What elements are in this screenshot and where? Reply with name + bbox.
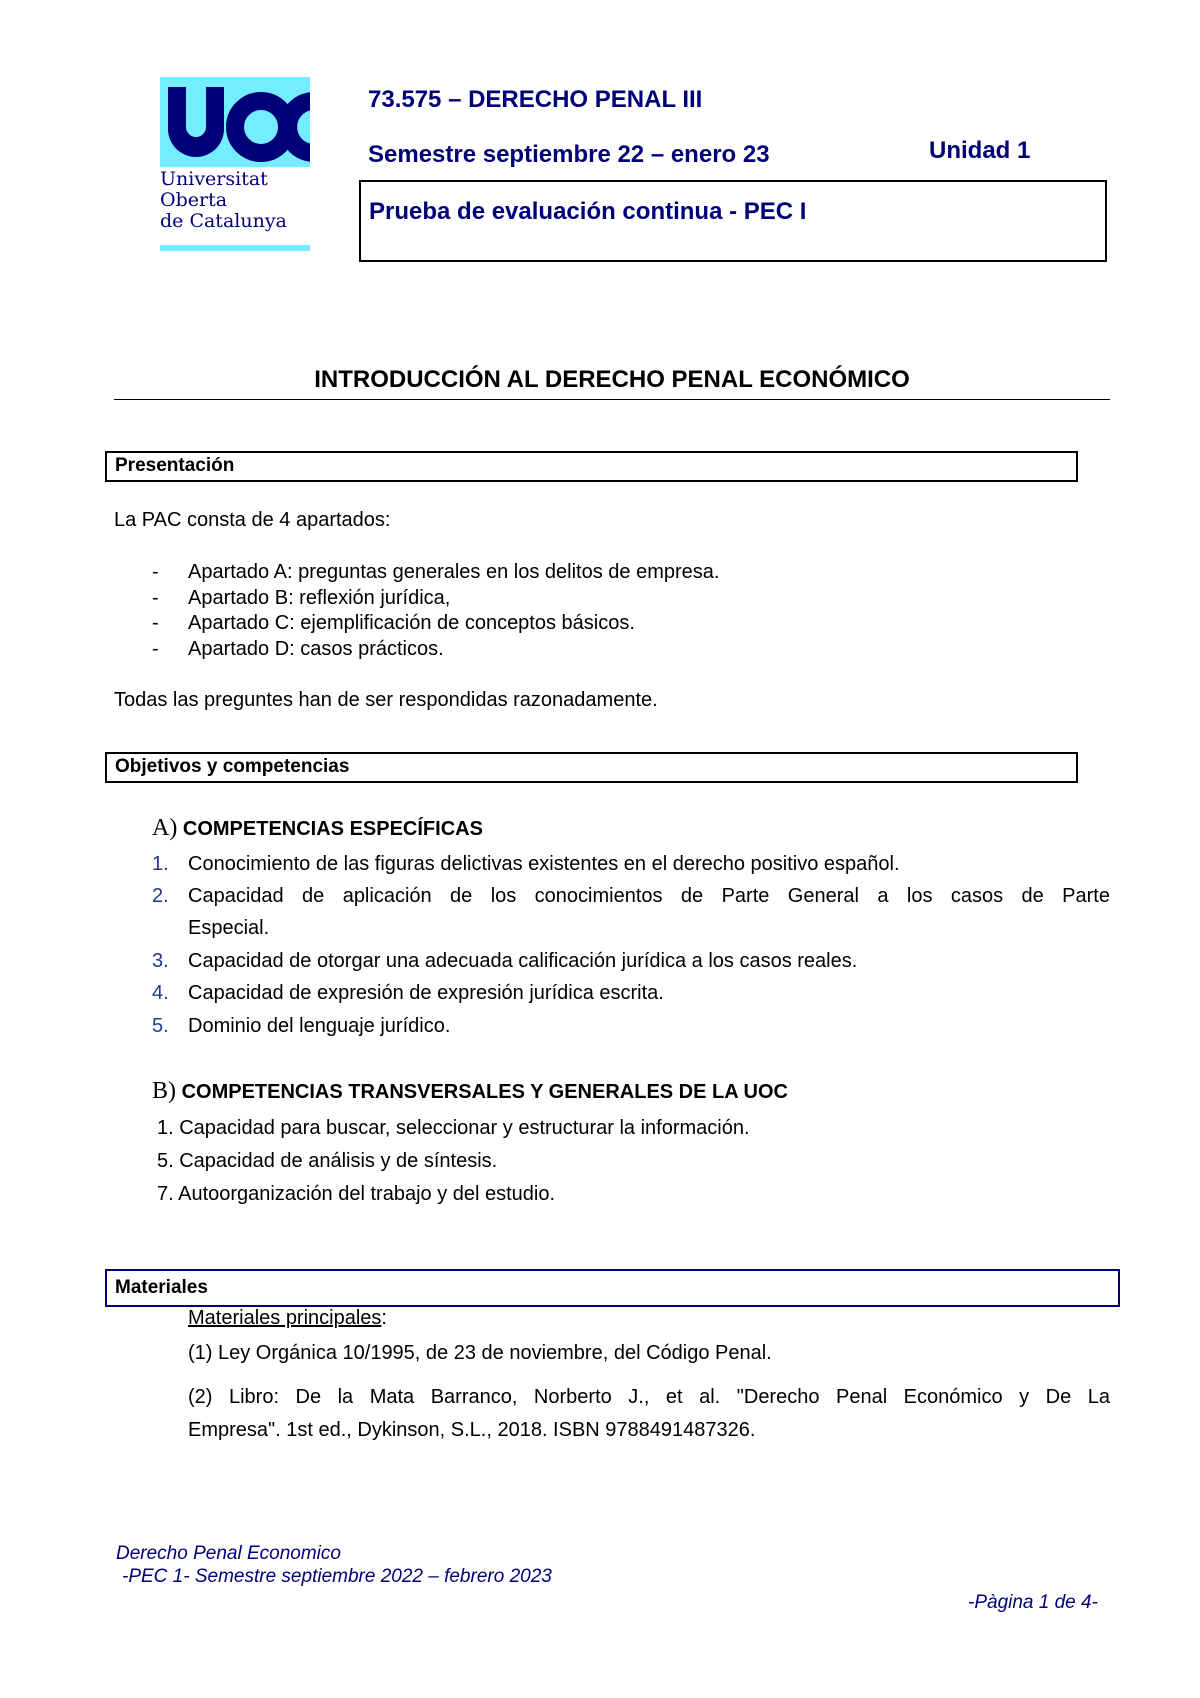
competency-item: Capacidad de otorgar una adecuada calificación jurídica a los casos reales.	[188, 950, 858, 972]
uoc-logo	[160, 77, 310, 252]
list-item: Apartado B: reflexión jurídica,	[188, 587, 451, 609]
footer-pec-semester: -PEC 1- Semestre septiembre 2022 – febrero 2023	[122, 1566, 552, 1587]
item-number: 5.	[152, 1015, 169, 1037]
competency-item: Capacidad de aplicación de los conocimientos de Parte General a los casos de Parte	[188, 885, 1110, 907]
competency-item: Capacidad de expresión de expresión jurídica escrita.	[188, 982, 664, 1004]
subhead-title: COMPETENCIAS ESPECÍFICAS	[182, 818, 483, 840]
material-item-2-continuation: Empresa". 1st ed., Dykinson, S.L., 2018. ISBN 9788491487326.	[188, 1419, 756, 1441]
list-item: Apartado D: casos prácticos.	[188, 638, 444, 660]
logo-underline-bar	[160, 245, 310, 251]
logo-line-3: de Catalunya	[160, 210, 287, 232]
competencias-especificas-heading	[152, 815, 483, 842]
logo-line-2: Oberta	[160, 189, 228, 211]
main-title: INTRODUCCIÓN AL DERECHO PENAL ECONÓMICO	[314, 366, 910, 393]
subhead-title: COMPETENCIAS TRANSVERSALES Y GENERALES DE LA UOC	[181, 1081, 788, 1103]
logo-wordmark-graphic	[160, 77, 310, 167]
competency-item-continuation: Especial.	[188, 917, 270, 939]
list-bullet: -	[152, 612, 159, 634]
footer-course-name: Derecho Penal Economico	[116, 1543, 341, 1564]
logo-institution-name	[160, 169, 287, 232]
logo-line-1: Universitat	[160, 168, 268, 190]
semester-label: Semestre septiembre 22 – enero 23	[368, 141, 770, 168]
list-bullet: -	[152, 587, 159, 609]
logo-color-block	[160, 77, 310, 167]
presentacion-closing: Todas las preguntes han de ser respondidas razonadamente.	[114, 689, 658, 711]
material-item-2: (2) Libro: De la Mata Barranco, Norberto J., et al. "Derecho Penal Económico y De La	[188, 1386, 1110, 1408]
competency-item: Dominio del lenguaje jurídico.	[188, 1015, 451, 1037]
pec-title-box	[359, 180, 1107, 262]
item-number: 1.	[152, 853, 169, 875]
subhead-letter: B)	[152, 1078, 176, 1104]
section-heading-presentacion: Presentación	[105, 451, 1078, 482]
pec-title: Prueba de evaluación continua - PEC I	[369, 198, 807, 225]
competency-item: Conocimiento de las figuras delictivas existentes en el derecho positivo español.	[188, 853, 900, 875]
materiales-principales-label	[188, 1307, 387, 1330]
title-rule	[114, 399, 1110, 400]
section-heading-materiales: Materiales	[105, 1269, 1120, 1307]
list-bullet: -	[152, 561, 159, 583]
presentacion-intro: La PAC consta de 4 apartados:	[114, 509, 391, 531]
unit-label: Unidad 1	[929, 137, 1031, 164]
list-bullet: -	[152, 638, 159, 660]
materiales-label-colon: :	[381, 1307, 387, 1329]
section-heading-objetivos: Objetivos y competencias	[105, 752, 1078, 783]
item-number: 3.	[152, 950, 169, 972]
materiales-label-text: Materiales principales	[188, 1307, 382, 1329]
material-item-1: (1) Ley Orgánica 10/1995, de 23 de noviembre, del Código Penal.	[188, 1342, 772, 1364]
course-code: 73.575 – DERECHO PENAL III	[368, 86, 703, 113]
transversal-item: 1. Capacidad para buscar, seleccionar y estructurar la información.	[157, 1117, 750, 1139]
item-number: 2.	[152, 885, 169, 907]
transversal-item: 7. Autoorganización del trabajo y del estudio.	[157, 1183, 556, 1205]
subhead-letter: A)	[152, 815, 178, 841]
list-item: Apartado C: ejemplificación de conceptos básicos.	[188, 612, 635, 634]
footer-page-number: -Pàgina 1 de 4-	[968, 1592, 1098, 1613]
competencias-transversales-heading	[152, 1078, 788, 1105]
list-item: Apartado A: preguntas generales en los delitos de empresa.	[188, 561, 720, 583]
item-number: 4.	[152, 982, 169, 1004]
transversal-item: 5. Capacidad de análisis y de síntesis.	[157, 1150, 498, 1172]
